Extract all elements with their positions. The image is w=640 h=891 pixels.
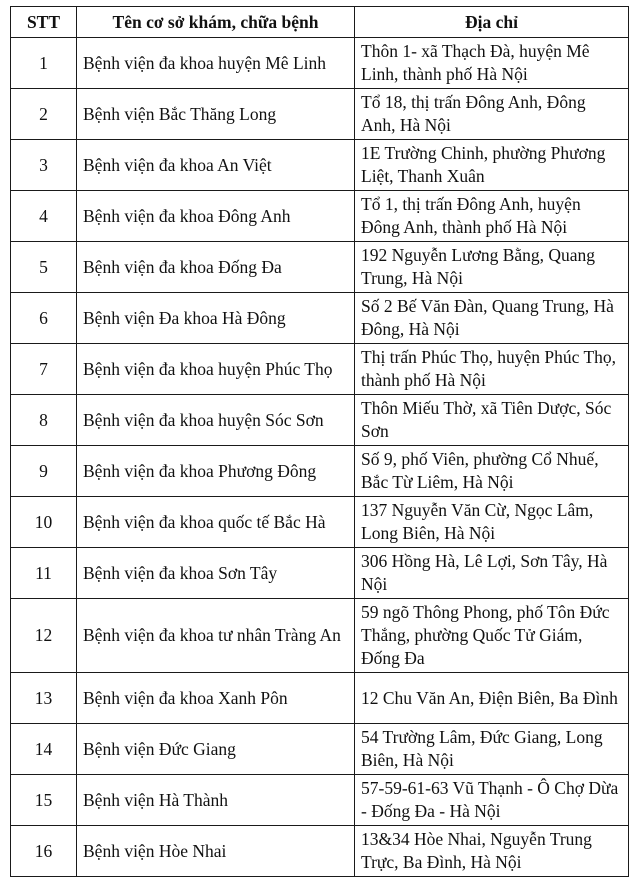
row-name: Bệnh viện Đức Giang xyxy=(77,724,355,775)
table-row xyxy=(11,293,629,344)
row-name: Bệnh viện Hòe Nhai xyxy=(77,826,355,877)
row-name: Bệnh viện Bắc Thăng Long xyxy=(77,89,355,140)
row-stt: 14 xyxy=(11,724,77,775)
row-address: 54 Trường Lâm, Đức Giang, Long Biên, Hà Nội xyxy=(355,724,629,775)
table-row xyxy=(11,89,629,140)
row-stt: 15 xyxy=(11,775,77,826)
row-stt: 12 xyxy=(11,599,77,673)
hospital-table xyxy=(10,6,629,877)
table-row xyxy=(11,242,629,293)
row-address: Thôn 1- xã Thạch Đà, huyện Mê Linh, thành phố Hà Nội xyxy=(355,38,629,89)
table-row xyxy=(11,395,629,446)
table-row xyxy=(11,344,629,395)
row-name: Bệnh viện đa khoa Đông Anh xyxy=(77,191,355,242)
row-name: Bệnh viện đa khoa tư nhân Tràng An xyxy=(77,599,355,673)
row-stt: 13 xyxy=(11,673,77,724)
row-address: Thôn Miếu Thờ, xã Tiên Dược, Sóc Sơn xyxy=(355,395,629,446)
row-name: Bệnh viện đa khoa Phương Đông xyxy=(77,446,355,497)
row-address: Tổ 1, thị trấn Đông Anh, huyện Đông Anh, thành phố Hà Nội xyxy=(355,191,629,242)
row-stt: 9 xyxy=(11,446,77,497)
row-stt: 1 xyxy=(11,38,77,89)
table-row xyxy=(11,140,629,191)
row-address: Tổ 18, thị trấn Đông Anh, Đông Anh, Hà Nội xyxy=(355,89,629,140)
hospital-table-container xyxy=(10,6,629,877)
row-stt: 11 xyxy=(11,548,77,599)
row-name: Bệnh viện đa khoa An Việt xyxy=(77,140,355,191)
row-name: Bệnh viện Đa khoa Hà Đông xyxy=(77,293,355,344)
table-row xyxy=(11,724,629,775)
row-stt: 4 xyxy=(11,191,77,242)
row-address: 1E Trường Chinh, phường Phương Liệt, Thanh Xuân xyxy=(355,140,629,191)
row-name: Bệnh viện đa khoa huyện Mê Linh xyxy=(77,38,355,89)
row-name: Bệnh viện đa khoa Sơn Tây xyxy=(77,548,355,599)
row-stt: 3 xyxy=(11,140,77,191)
table-row xyxy=(11,191,629,242)
table-row xyxy=(11,548,629,599)
row-address: Số 2 Bế Văn Đàn, Quang Trung, Hà Đông, Hà Nội xyxy=(355,293,629,344)
row-name: Bệnh viện đa khoa Đống Đa xyxy=(77,242,355,293)
table-row xyxy=(11,775,629,826)
row-address: 12 Chu Văn An, Điện Biên, Ba Đình xyxy=(355,673,629,724)
row-address: 306 Hồng Hà, Lê Lợi, Sơn Tây, Hà Nội xyxy=(355,548,629,599)
row-address: 57-59-61-63 Vũ Thạnh - Ô Chợ Dừa - Đống Đa - Hà Nội xyxy=(355,775,629,826)
row-address: Số 9, phố Viên, phường Cổ Nhuế, Bắc Từ Liêm, Hà Nội xyxy=(355,446,629,497)
row-name: Bệnh viện đa khoa huyện Phúc Thọ xyxy=(77,344,355,395)
row-address: 13&34 Hòe Nhai, Nguyễn Trung Trực, Ba Đình, Hà Nội xyxy=(355,826,629,877)
table-row xyxy=(11,826,629,877)
header-name: Tên cơ sở khám, chữa bệnh xyxy=(77,7,355,38)
row-stt: 10 xyxy=(11,497,77,548)
row-address: 59 ngõ Thông Phong, phố Tôn Đức Thắng, phường Quốc Tử Giám, Đống Đa xyxy=(355,599,629,673)
header-address: Địa chỉ xyxy=(355,7,629,38)
row-stt: 8 xyxy=(11,395,77,446)
row-name: Bệnh viện Hà Thành xyxy=(77,775,355,826)
table-header-row xyxy=(11,7,629,38)
table-row xyxy=(11,673,629,724)
row-address: Thị trấn Phúc Thọ, huyện Phúc Thọ, thành phố Hà Nội xyxy=(355,344,629,395)
row-name: Bệnh viện đa khoa Xanh Pôn xyxy=(77,673,355,724)
row-address: 192 Nguyễn Lương Bằng, Quang Trung, Hà Nội xyxy=(355,242,629,293)
row-name: Bệnh viện đa khoa quốc tế Bắc Hà xyxy=(77,497,355,548)
row-stt: 16 xyxy=(11,826,77,877)
table-row xyxy=(11,38,629,89)
row-stt: 7 xyxy=(11,344,77,395)
row-stt: 5 xyxy=(11,242,77,293)
table-row xyxy=(11,497,629,548)
row-name: Bệnh viện đa khoa huyện Sóc Sơn xyxy=(77,395,355,446)
header-stt: STT xyxy=(11,7,77,38)
table-row xyxy=(11,446,629,497)
row-address: 137 Nguyễn Văn Cừ, Ngọc Lâm, Long Biên, Hà Nội xyxy=(355,497,629,548)
table-row xyxy=(11,599,629,673)
row-stt: 6 xyxy=(11,293,77,344)
row-stt: 2 xyxy=(11,89,77,140)
